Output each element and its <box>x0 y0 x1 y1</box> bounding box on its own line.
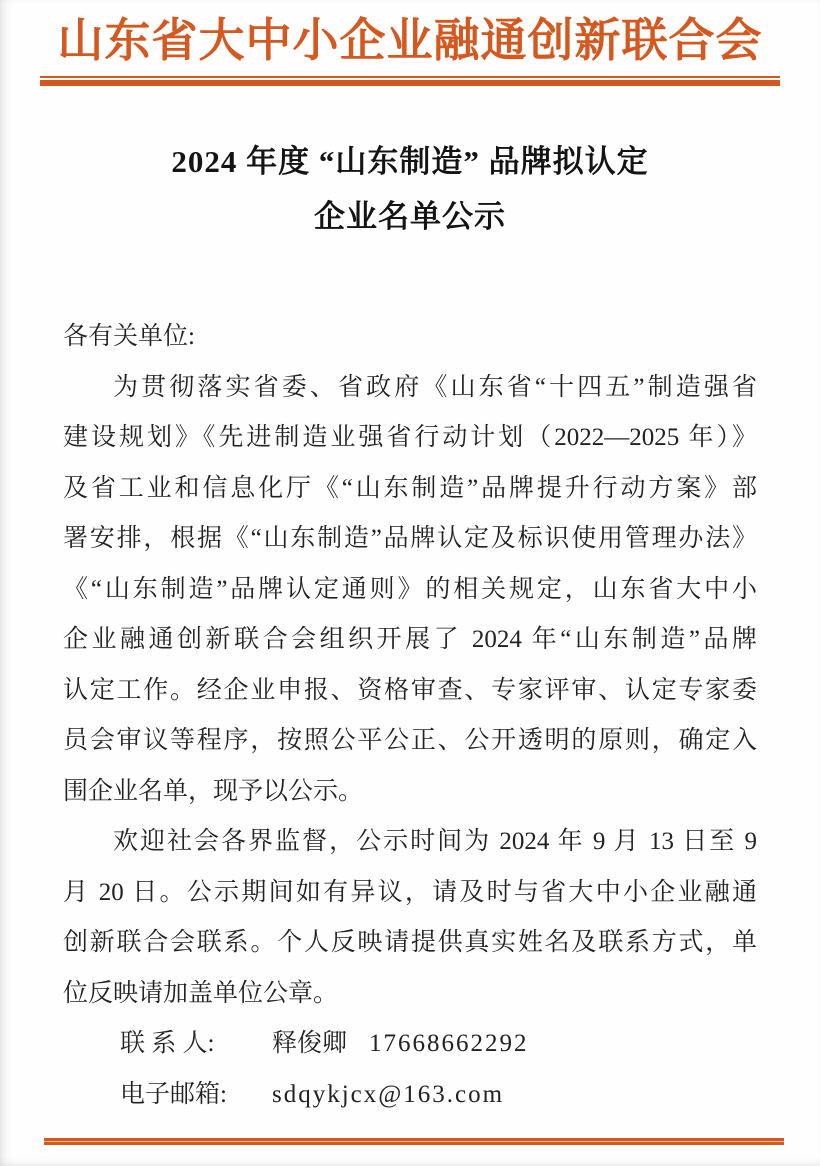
body-line: 企业融通创新联合会组织开展了 2024 年“山东制造”品牌 <box>63 626 757 654</box>
letterhead-org-name: 山东省大中小企业融通创新联合会 <box>57 15 763 66</box>
document-title-line-1: 2024 年度 “山东制造” 品牌拟认定 <box>171 144 649 180</box>
body-line: 月 20 日。公示期间如有异议，请及时与省大中小企业融通 <box>63 878 757 906</box>
letterhead-divider-thick-line <box>40 80 780 86</box>
contact-email-label: 电子邮箱: <box>120 1080 227 1108</box>
body-line: 员会审议等程序，按照公平公正、公开透明的原则，确定入 <box>63 727 757 755</box>
body-line: 建设规划》《先进制造业强省行动计划（2022—2025 年）》 <box>63 424 757 452</box>
body-line: 署安排，根据《“山东制造”品牌认定及标识使用管理办法》 <box>63 525 757 553</box>
contact-email-value: sdqykjcx@163.com <box>272 1080 505 1108</box>
document-title-line-2: 企业名单公示 <box>314 199 506 235</box>
body-line: 位反映请加盖单位公章。 <box>63 979 339 1007</box>
contact-person-label: 联 系 人: <box>120 1030 215 1058</box>
contact-person-row <box>63 1019 757 1070</box>
contact-section <box>63 1019 757 1120</box>
body-line: 为贯彻落实省委、省政府《山东省“十四五”制造强省 <box>113 373 757 401</box>
contact-email-row <box>63 1070 757 1121</box>
body-line: 《“山东制造”品牌认定通则》的相关规定，山东省大中小 <box>63 575 757 603</box>
document-body <box>63 312 757 1019</box>
body-line: 及省工业和信息化厅《“山东制造”品牌提升行动方案》部 <box>63 474 757 502</box>
body-line: 欢迎社会各界监督，公示时间为 2024 年 9 月 13 日至 9 <box>113 828 757 856</box>
document-title <box>0 134 820 244</box>
body-line: 围企业名单，现予以公示。 <box>63 777 364 805</box>
letterhead-divider <box>40 76 780 86</box>
body-line-salutation: 各有关单位: <box>63 323 195 351</box>
contact-person-phone: 17668662292 <box>369 1030 529 1058</box>
footer-divider-bottom-line <box>44 1142 784 1145</box>
body-line: 创新联合会联系。个人反映请提供真实姓名及联系方式，单 <box>63 929 757 957</box>
footer-divider <box>44 1138 784 1145</box>
contact-person-name: 释俊卿 <box>272 1030 348 1058</box>
body-line: 认定工作。经企业申报、资格审查、专家评审、认定专家委 <box>63 676 757 704</box>
